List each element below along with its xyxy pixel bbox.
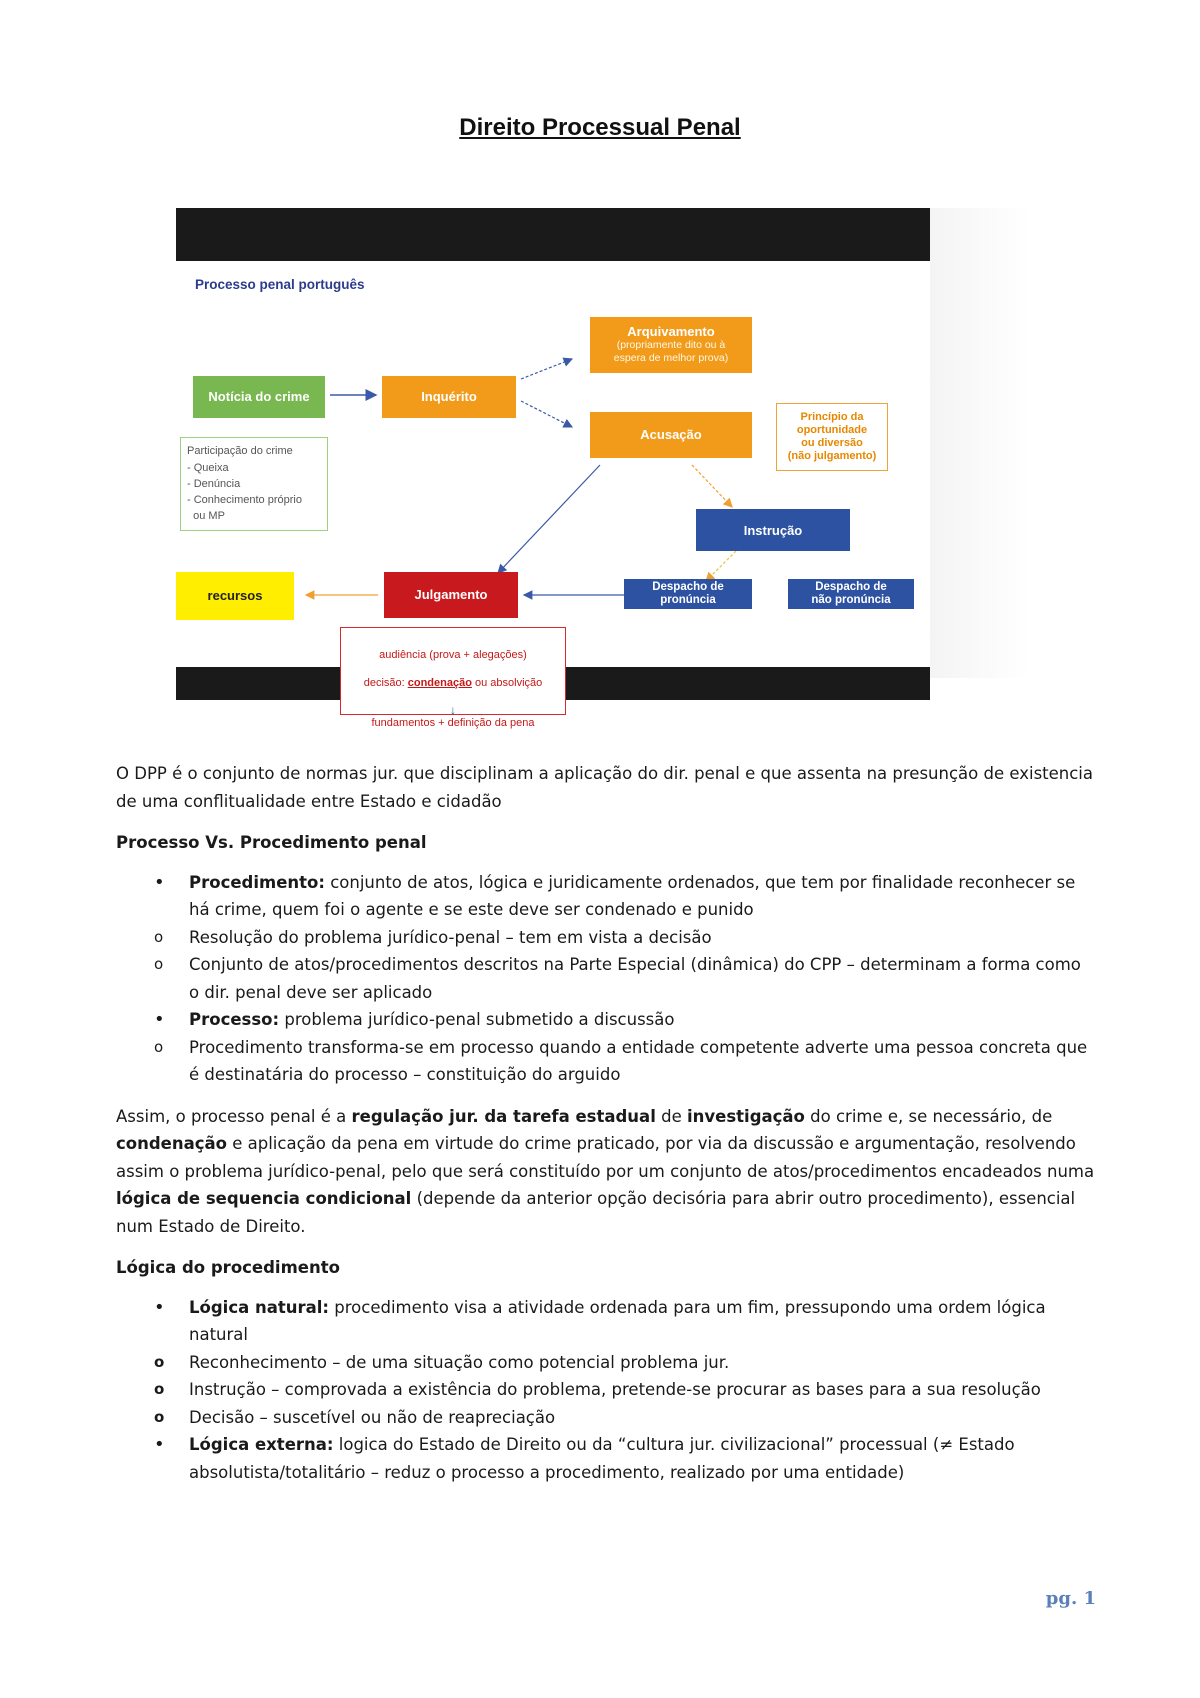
sub-bullet-icon: o: [154, 1352, 165, 1371]
externa-text: logica do Estado de Direito ou da “cultura jur. civilizacional” processual (≠ Estado absolutista/totalitário – reduz o processo a procedimento, realizado por uma entidade): [189, 1435, 1015, 1482]
processo-text: problema jurídico-penal submetido a discussão: [279, 1010, 675, 1029]
despacho-nao-pronuncia-box: Despacho de não pronúncia: [788, 579, 914, 609]
arquivamento-sub: (propriamente dito ou à espera de melhor prova): [613, 339, 729, 364]
text-run: de: [655, 1106, 687, 1126]
inquerito-box: Inquérito: [382, 376, 516, 418]
decisao-prefix: decisão:: [363, 677, 408, 689]
noticia-crime-box: Notícia do crime: [193, 376, 325, 418]
sub-list-item: [154, 1376, 1096, 1404]
section-heading-logica: Lógica do procedimento: [116, 1258, 340, 1277]
assim-paragraph: [116, 1103, 1096, 1241]
slide-shadow: [930, 208, 1030, 678]
participacao-title: Participação do crime: [187, 445, 293, 457]
sub-list-item: [154, 1349, 1096, 1377]
arquivamento-box: [590, 317, 752, 373]
page-title: Direito Processual Penal: [459, 114, 741, 141]
externa-label: Lógica externa:: [189, 1435, 334, 1454]
document-body: [116, 760, 1096, 1500]
participacao-box: [180, 437, 328, 531]
recursos-box: recursos: [176, 572, 294, 620]
participacao-item: - Conhecimento próprio: [187, 494, 302, 506]
sub-bullet-icon: o: [154, 955, 164, 973]
section-heading-processo: Processo Vs. Procedimento penal: [116, 833, 427, 852]
decisao-line: [364, 676, 543, 690]
participacao-item: ou MP: [187, 510, 225, 522]
procedimento-text: conjunto de atos, lógica e juridicamente ordenados, que tem por finalidade reconhecer se há crime, quem foi o agente e se este deve ser condenado e punido: [189, 872, 1076, 919]
text-run: e aplicação da pena em virtude do crime praticado, por via da discussão e argumentação, resolvendo assim o problema jurídico-penal, pelo que será constituído por um conjunto de atos/procedimentos encadeados numa: [116, 1134, 1095, 1181]
list-item: [116, 869, 1096, 1007]
decisao-condenacao: condenação: [407, 677, 472, 689]
sub-list: [154, 1349, 1096, 1432]
acusacao-box: Acusação: [590, 412, 752, 458]
julgamento-box: Julgamento: [384, 572, 518, 618]
sub-item-text: Procedimento transforma-se em processo quando a entidade competente adverte uma pessoa concreta que é destinatária do processo – constituição do arguido: [189, 1037, 1088, 1084]
intro-paragraph: O DPP é o conjunto de normas jur. que disciplinam a aplicação do dir. penal e que assenta na presunção de existencia de uma conflitualidade entre Estado e cidadão: [116, 764, 1094, 811]
diagram-heading: Processo penal português: [195, 277, 365, 292]
sub-list-item: [154, 1034, 1096, 1089]
sub-bullet-icon: o: [154, 1380, 165, 1398]
sub-item-text: Resolução do problema jurídico-penal – tem em vista a decisão: [189, 927, 712, 947]
processo-label: Processo:: [189, 1010, 280, 1029]
process-diagram: [176, 208, 930, 729]
list-item: [116, 1006, 1096, 1089]
sub-list: [154, 924, 1096, 1007]
decisao-suffix: ou absolvição: [471, 677, 543, 689]
sub-list: [154, 1034, 1096, 1089]
bold-run: regulação jur. da tarefa estadual: [351, 1106, 656, 1126]
bold-run: condenação: [116, 1134, 227, 1153]
audiencia-line: audiência (prova + alegações): [379, 649, 527, 661]
participacao-item: - Queixa: [187, 462, 229, 474]
arrow-acusacao-instrucao: [692, 465, 732, 507]
sub-item-text: Conjunto de atos/procedimentos descritos na Parte Especial (dinâmica) do CPP – determinam a forma como o dir. penal deve ser aplicado: [189, 955, 1081, 1002]
text-run: Assim, o processo penal é a: [116, 1106, 352, 1126]
sub-item-text: Decisão – suscetível ou não de reapreciação: [189, 1407, 556, 1427]
list-item: [116, 1294, 1096, 1432]
procedimento-label: Procedimento:: [189, 872, 325, 892]
natural-text: procedimento visa a atividade ordenada para um fim, pressupondo uma ordem lógica natural: [189, 1297, 1046, 1344]
participacao-item: - Denúncia: [187, 478, 241, 490]
arrow-inquerito-acusacao: [521, 401, 572, 427]
principio-oportunidade-box: Princípio da oportunidade ou diversão (não julgamento): [776, 403, 888, 471]
fundamentos-line: fundamentos + definição da pena: [371, 717, 535, 729]
down-arrow-icon: ↓: [450, 703, 456, 717]
arrow-acusacao-julgamento: [498, 465, 600, 573]
despacho-pronuncia-box: Despacho de pronúncia: [624, 579, 752, 609]
sub-item-text: Reconhecimento – de uma situação como potencial problema jur.: [189, 1352, 730, 1372]
sub-bullet-icon: o: [154, 1037, 164, 1056]
instrucao-box: Instrução: [696, 509, 850, 551]
arrow-instrucao-pronuncia: [706, 551, 736, 581]
page-number: pg. 1: [1045, 1588, 1096, 1609]
natural-label: Lógica natural:: [189, 1297, 330, 1317]
sub-list-item: [154, 1404, 1096, 1432]
list-item: [116, 1431, 1096, 1486]
audiencia-box: [340, 627, 566, 729]
arrow-inquerito-arquivamento: [521, 359, 572, 379]
text-run: (depende da anterior opção decisória para abrir outro procedimento), essencial num Estado de Direito.: [116, 1189, 1076, 1236]
sub-list-item: [154, 924, 1096, 952]
bold-run: investigação: [686, 1106, 805, 1126]
diagram-canvas: [176, 261, 930, 729]
sub-list-item: [154, 951, 1096, 1006]
sub-bullet-icon: o: [154, 927, 164, 946]
logica-list: [116, 1294, 1096, 1487]
processo-list: [116, 869, 1096, 1089]
bold-run: lógica de sequencia condicional: [116, 1189, 412, 1208]
sub-bullet-icon: o: [154, 1407, 165, 1426]
sub-item-text: Instrução – comprovada a existência do problema, pretende-se procurar as bases para a sua resolução: [189, 1380, 1041, 1399]
arquivamento-label: Arquivamento: [627, 324, 715, 339]
text-run: do crime e, se necessário, de: [804, 1106, 1053, 1126]
